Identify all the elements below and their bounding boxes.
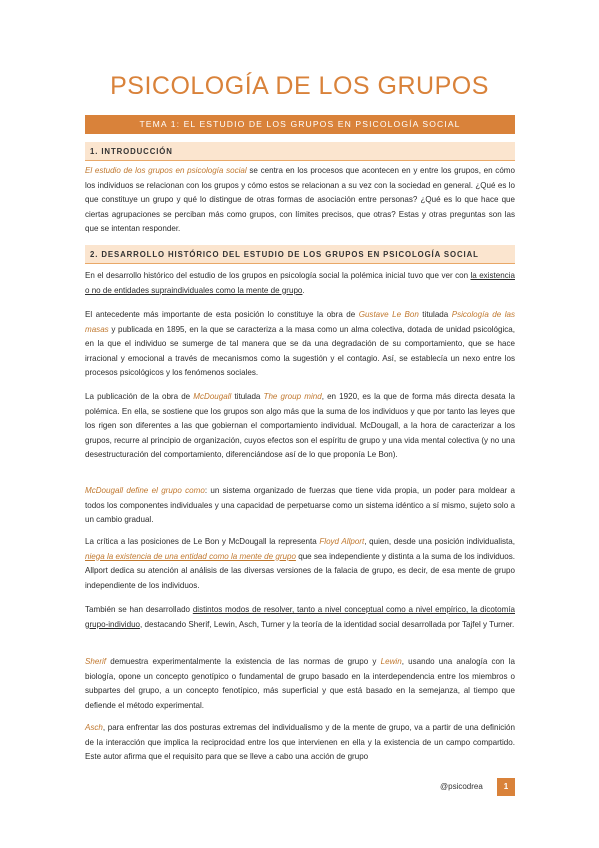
paragraph-le-bon xyxy=(85,308,515,381)
paragraph-sherif-lewin xyxy=(85,655,515,713)
page-number-badge: 1 xyxy=(497,778,515,796)
author-name: McDougall xyxy=(193,392,232,401)
body-text: y publicada en 1895, en la que se caracteriza a la masa como un alma colectiva, dotada de unidad psicológica, en la que el individuo se sumerge de tal manera que se da una degradación de su comportamiento, que se hace irracional y emocional a través de mecanismos como la sugestión y el contagio. Así, se establecía un nexo entre los procesos psicológicos y los fenómenos sociales. xyxy=(85,324,515,378)
body-text: titulada xyxy=(418,310,452,319)
section-heading-desarrollo: 2. DESARROLLO HISTÓRICO DEL ESTUDIO DE LOS GRUPOS EN PSICOLOGÍA SOCIAL xyxy=(85,245,515,264)
paragraph-desarrollo-1 xyxy=(85,269,515,298)
body-text: El antecedente más importante de esta posición lo constituye la obra de xyxy=(85,310,359,319)
body-text: . xyxy=(302,285,305,295)
work-title: Psicología de las masas xyxy=(85,310,515,334)
underlined-text: la existencia o no de entidades supraindividuales como la mente de grupo xyxy=(85,271,515,295)
body-text: , para enfrentar las dos posturas extremas del individualismo y de la mente de grupo, va a partir de una definición de la interacción que implica la reciprocidad entre los que intervienen en ella y la existencia de un campo compartido. Este autor afirma que el requisito para que se lleve a cabo una acción de grupo xyxy=(85,723,515,762)
body-text: , quien, desde una posición individualista, xyxy=(364,537,515,546)
paragraph-mcdougall xyxy=(85,390,515,463)
body-text: : un sistema organizado de fuerzas que tiene vida propia, un poder para moldear a todos los componentes individuales y una capacidad de perpetuarse como un sistema idéntico a sí mismo, sujeto solo a un cambio gradual. xyxy=(85,486,516,525)
underlined-text: distintos modos de resolver, tanto a nivel conceptual como a nivel empírico, la dicotomía grupo-individuo xyxy=(85,605,515,629)
body-text: , destacando Sherif, Lewin, Asch, Turner y la teoría de la identidad social desarrollada por Tajfel y Turner. xyxy=(140,619,515,629)
highlight-text: McDougall define el grupo como xyxy=(85,486,205,495)
author-name: Sherif xyxy=(85,657,107,666)
paragraph-asch xyxy=(85,721,515,765)
paragraph-mcdougall-definicion xyxy=(85,484,515,528)
document-title: PSICOLOGÍA DE LOS GRUPOS xyxy=(110,72,489,100)
body-text: titulada xyxy=(231,392,264,401)
author-handle: @psicodrea xyxy=(440,782,483,791)
body-text: La crítica a las posiciones de Le Bon y McDougall la representa xyxy=(85,537,320,546)
highlight-text: El estudio de los grupos en psicología social xyxy=(85,166,247,175)
author-name: Floyd Allport xyxy=(319,537,365,546)
work-title: The group mind xyxy=(263,392,322,401)
highlight-underlined-text: niega la existencia de una entidad como la mente de grupo xyxy=(85,551,296,561)
body-text: demuestra experimentalmente la existencia de las normas de grupo y xyxy=(106,657,381,666)
paragraph-introduccion xyxy=(85,164,515,237)
topic-banner: TEMA 1: EL ESTUDIO DE LOS GRUPOS EN PSICOLOGÍA SOCIAL xyxy=(85,115,515,134)
paragraph-dicotomia xyxy=(85,603,515,632)
paragraph-allport xyxy=(85,535,515,593)
author-name: Lewin xyxy=(380,657,402,666)
body-text: que sea independiente y distinta a la suma de los individuos. Allport dedica su atención al análisis de las diversas versiones de la falacia de grupo, es decir, de esa mente de grupo independiente de los individuos. xyxy=(85,551,515,590)
body-text: , usando una analogía con la biología, opone un concepto genotípico o fundamental de grupo basado en la interdependencia entre los miembros o subpartes del grupo, a un concepto fenotípico, más superficial y que está basado en la semejanza, al tiempo que defiende el método experimental. xyxy=(85,657,515,710)
section-heading-introduccion: 1. INTRODUCCIÓN xyxy=(85,142,515,161)
author-name: Asch xyxy=(85,723,103,732)
body-text: , en 1920, es la que de forma más directa desata la polémica. En ella, se sostiene que los grupos son algo más que la suma de los individuos y que por tanto las leyes que los rigen son diferentes a las que gobiernan el comportamiento individual. McDougall, a la hora de caracterizar a los grupos, recurre al principio de organización, cuyos efectos son el espíritu de grupo y una vida mental colectiva (y no una desestructuración del comportamiento, diferenciándose así de lo que proponía Le Bon). xyxy=(85,392,515,460)
body-text: se centra en los procesos que acontecen en y entre los grupos, en cómo los individuos se relacionan con los grupos y cómo estos se relacionan a su vez con la sociedad en general. ¿Qué es lo que constituye un grupo y qué lo distingue de otras formas de asociación entre personas? ¿Qué es lo que hace que ciertas agrupaciones se perciban más como grupos, con límites precisos, que otras? Estas y otras preguntas son las que se intentan responder. xyxy=(85,166,515,234)
body-text: En el desarrollo histórico del estudio de los grupos en psicología social la polémica inicial tuvo que ver con xyxy=(85,271,471,280)
body-text: También se han desarrollado xyxy=(85,605,193,614)
author-name: Gustave Le Bon xyxy=(358,310,419,319)
body-text: La publicación de la obra de xyxy=(85,392,194,401)
